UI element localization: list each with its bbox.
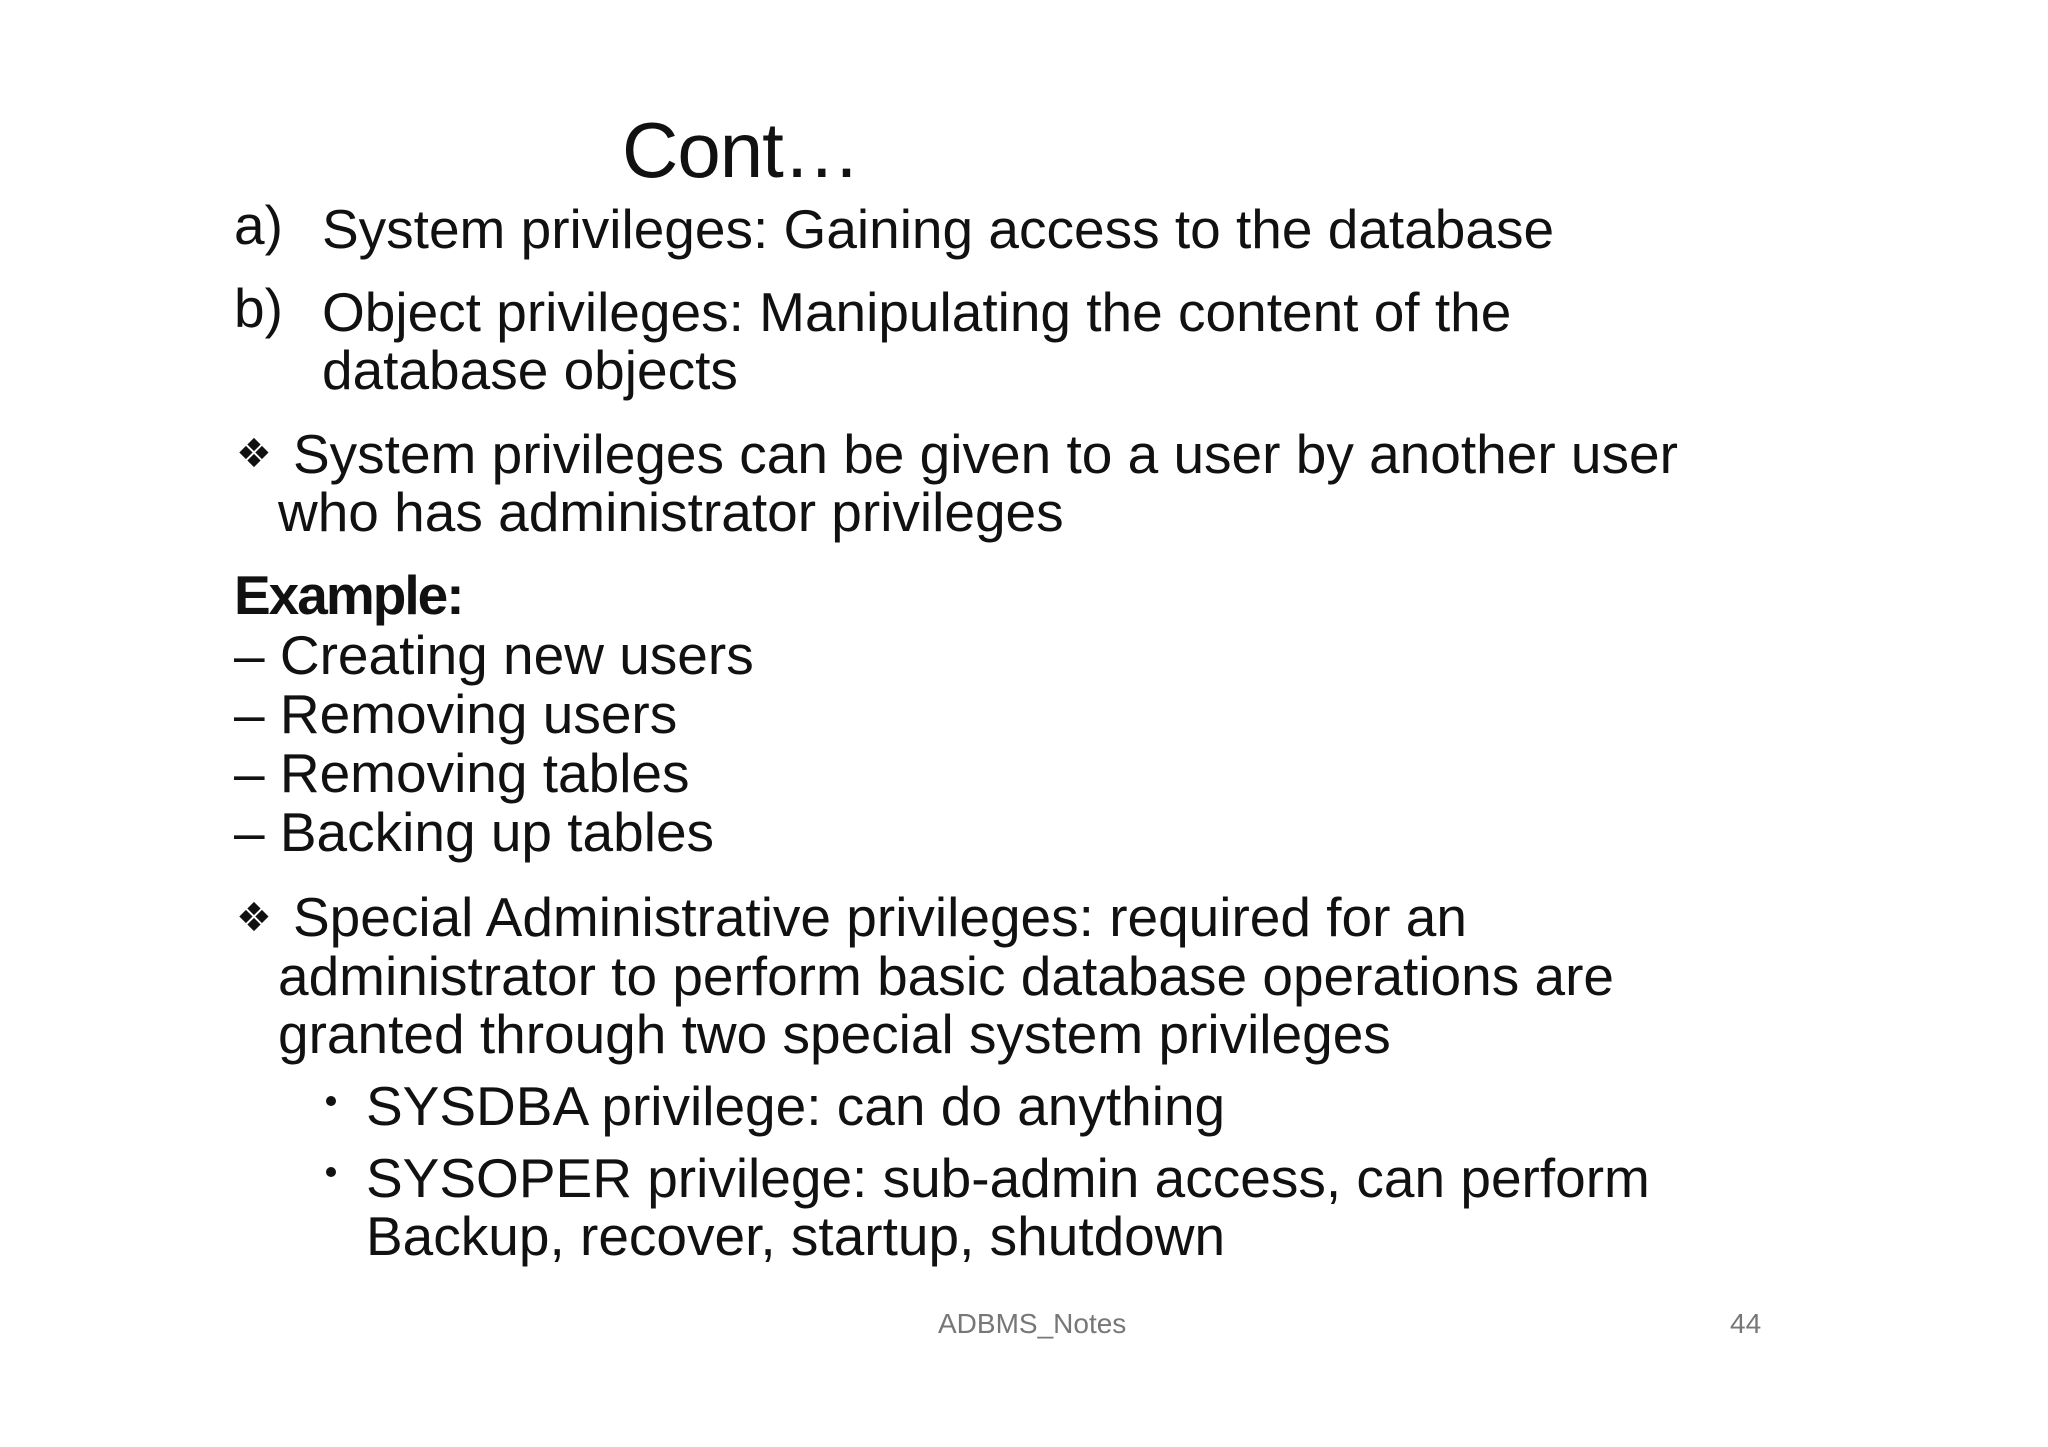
list-marker-a: a) — [234, 194, 283, 256]
list-item-b-line-1: Object privileges: Manipulating the content of the — [322, 281, 1512, 343]
example-item-3: – Removing tables — [234, 742, 690, 804]
list-item-b-line-2: database objects — [322, 339, 738, 401]
sub-bullet-dot-icon — [326, 1167, 336, 1177]
diamond-bullet-icon: ❖ — [236, 896, 272, 940]
example-heading: Example: — [234, 564, 463, 626]
list-marker-b: b) — [234, 277, 283, 339]
example-item-1: – Creating new users — [234, 624, 754, 686]
bullet1-line-2: who has administrator privileges — [278, 481, 1064, 543]
bullet2-line-2: administrator to perform basic database operations are — [278, 945, 1614, 1007]
bullet1-line-1: System privileges can be given to a user by another user — [293, 423, 1678, 485]
list-item-a-line-1: System privileges: Gaining access to the database — [322, 198, 1555, 260]
slide-title: Cont… — [622, 106, 860, 194]
bullet2-line-1: Special Administrative privileges: required for an — [293, 886, 1467, 948]
sub-bullet-1-line-1: SYSDBA privilege: can do anything — [366, 1075, 1226, 1137]
sub-bullet-dot-icon — [326, 1096, 336, 1106]
example-item-2: – Removing users — [234, 683, 678, 745]
diamond-bullet-icon: ❖ — [236, 432, 272, 476]
sub-bullet-2-line-1: SYSOPER privilege: sub-admin access, can perform — [366, 1147, 1650, 1209]
page-number: 44 — [1730, 1308, 1762, 1339]
sub-bullet-2-line-2: Backup, recover, startup, shutdown — [366, 1205, 1226, 1267]
bullet2-line-3: granted through two special system privileges — [278, 1003, 1391, 1065]
example-item-4: – Backing up tables — [234, 801, 715, 863]
footer-text: ADBMS_Notes — [938, 1308, 1127, 1339]
